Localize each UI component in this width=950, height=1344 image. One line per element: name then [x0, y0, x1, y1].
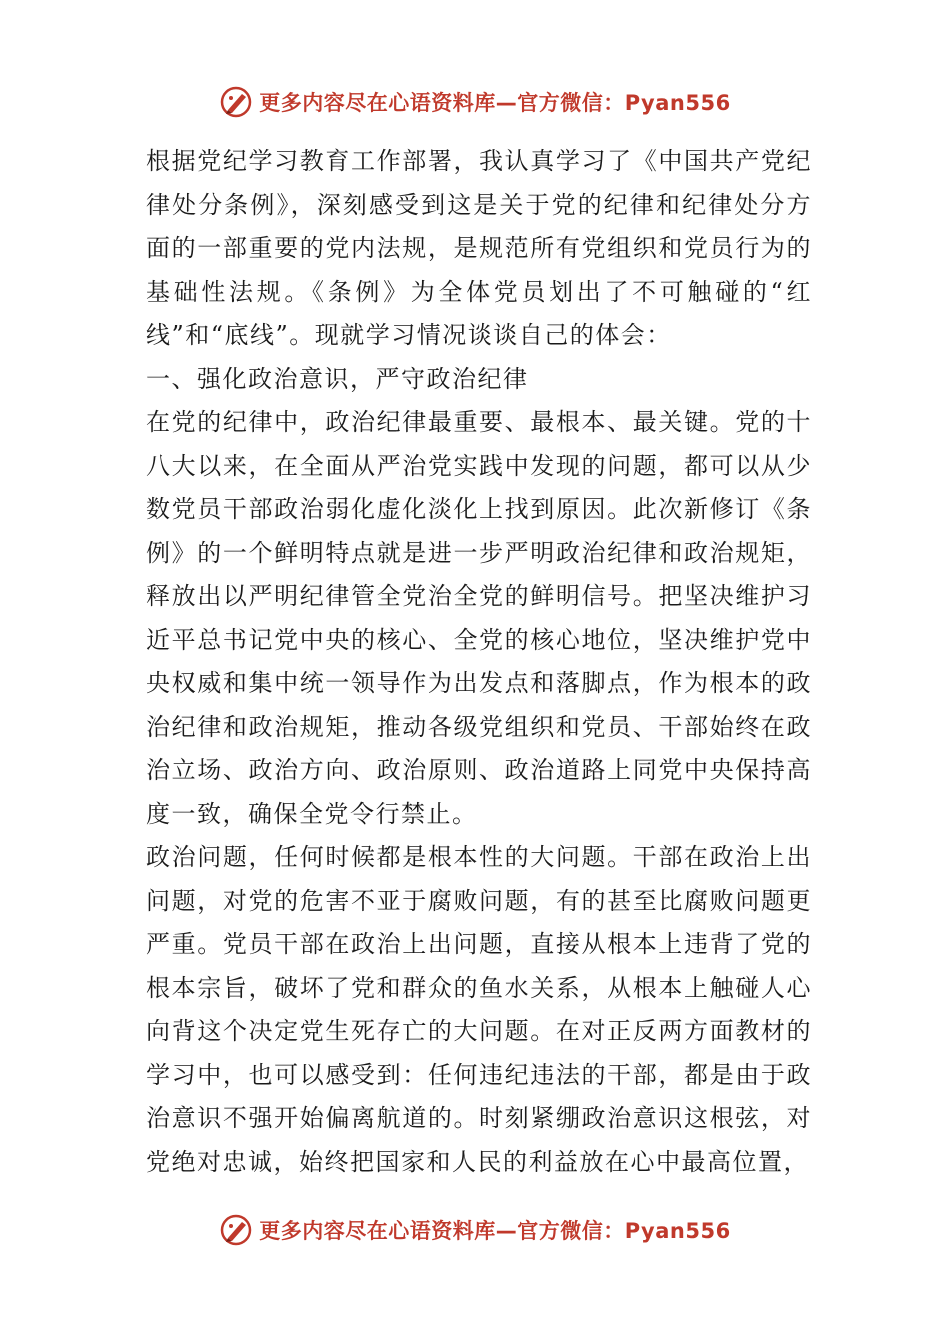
pen-logo-icon: [219, 85, 253, 119]
header-text: 更多内容尽在心语资料库—官方微信：Pyan556: [259, 91, 731, 115]
header-banner: [0, 82, 950, 122]
paragraph-political-discipline: 在党的纪律中，政治纪律最重要、最根本、最关键。党的十八大以来，在全面从严治党实践中发现的问题，都可以从少数党员干部政治弱化虚化淡化上找到原因。此次新修订《条例》的一个鲜明特点就是进一步严明政治纪律和政治规矩，释放出以严明纪律管全党治全党的鲜明信号。把坚决维护习近平总书记党中央的核心、全党的核心地位，坚决维护党中央权威和集中统一领导作为出发点和落脚点，作为根本的政治纪律和政治规矩，推动各级党组织和党员、干部始终在政治立场、政治方向、政治原则、政治道路上同党中央保持高度一致，确保全党令行禁止。: [146, 408, 812, 828]
section-heading: 一、强化政治意识，严守政治纪律: [146, 364, 529, 393]
footer-banner: [0, 1210, 950, 1250]
pen-logo-icon: [219, 1213, 253, 1247]
footer-text: 更多内容尽在心语资料库—官方微信：Pyan556: [259, 1219, 731, 1243]
paragraph-intro: 根据党纪学习教育工作部署，我认真学习了《中国共产党纪律处分条例》，深刻感受到这是关于党的纪律和纪律处分方面的一部重要的党内法规，是规范所有党组织和党员行为的基础性法规。《条例》为全体党员划出了不可触碰的“红线”和“底线”。现就学习情况谈谈自己的体会：: [146, 147, 812, 349]
paragraph-political-problems: 政治问题，任何时候都是根本性的大问题。干部在政治上出问题，对党的危害不亚于腐败问题，有的甚至比腐败问题更严重。党员干部在政治上出问题，直接从根本上违背了党的根本宗旨，破坏了党和群众的鱼水关系，从根本上触碰人心向背这个决定党生死存亡的大问题。在对正反两方面教材的学习中，也可以感受到：任何违纪违法的干部，都是由于政治意识不强开始偏离航道的。时刻紧绷政治意识这根弦，对党绝对忠诚，始终把国家和人民的利益放在心中最高位置，: [146, 843, 812, 1176]
document-body: [146, 140, 812, 1184]
